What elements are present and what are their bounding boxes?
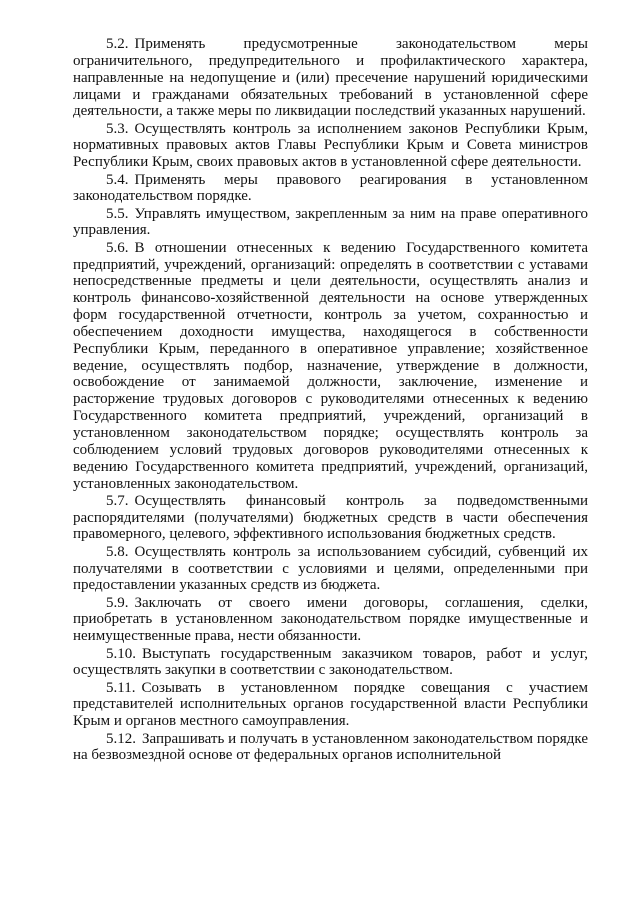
paragraph-5-6	[73, 240, 588, 493]
paragraph-text: Применять предусмотренные законодательством меры ограничительного, предупредительного и профилактического характера, направленные на недопущение и (или) пресечение нарушений юридическими лицами и гражданами обязательных требований в установленной сфере деятельности, а также меры по ликвидации последствий указанных нарушений.	[73, 36, 588, 120]
paragraph-number: 5.3.	[106, 120, 129, 137]
paragraph-5-9	[73, 595, 588, 646]
paragraph-text: В отношении отнесенных к ведению Государственного комитета предприятий, учреждений, организаций: определять в соответствии с уставами непосредственные предметы и цели деятельности, осуществлять анализ и контроль финансово-хозяйственной деятельности на основе утвержденных форм государственной отчетности, контроль за учетом, сохранностью и обеспечением доходности имущества, находящегося в собственности Республики Крым, переданного в оперативное управление; хозяйственное ведение, осуществлять подбор, назначение, утверждение в должности, освобождение от занимаемой должности, заключение, изменение и расторжение трудовых договоров с руководителями отнесенных к ведению Государственного комитета предприятий, учреждений, организаций в установленном законодательством порядке; осуществлять контроль за соблюдением условий трудовых договоров руководителями отнесенных к ведению Государственного комитета предприятий, учреждений, организаций, установленных законодательством.	[73, 239, 588, 492]
paragraph-number: 5.10.	[106, 645, 136, 662]
paragraph-text: Созывать в установленном порядке совещания с участием представителей исполнительных органов государственной власти Республики Крым и органов местного самоуправления.	[73, 679, 588, 730]
paragraph-text: Заключать от своего имени договоры, соглашения, сделки, приобретать в установленном законодательством порядке имущественные и неимущественные права, нести обязанности.	[73, 594, 588, 645]
document-body	[73, 36, 588, 764]
paragraph-number: 5.7.	[106, 492, 129, 509]
paragraph-text: Осуществлять контроль за использованием субсидий, субвенций их получателями в соответствии с условиями и целями, определенными при предоставлении указанных средств из бюджета.	[73, 543, 588, 594]
paragraph-5-3	[73, 121, 588, 172]
paragraph-text: Управлять имуществом, закрепленным за ним на праве оперативного управления.	[73, 205, 588, 239]
paragraph-text: Осуществлять контроль за исполнением законов Республики Крым, нормативных правовых актов Главы Республики Крым и Совета министров Республики Крым, своих правовых актов в установленной сфере деятельности.	[73, 120, 588, 171]
paragraph-5-11	[73, 680, 588, 731]
paragraph-5-7	[73, 493, 588, 544]
paragraph-5-4	[73, 172, 588, 206]
paragraph-5-10	[73, 646, 588, 680]
paragraph-number: 5.5.	[106, 205, 129, 222]
paragraph-text: Применять меры правового реагирования в установленном законодательством порядке.	[73, 171, 588, 205]
paragraph-number: 5.6.	[106, 239, 129, 256]
paragraph-number: 5.12.	[106, 730, 136, 747]
paragraph-text: Выступать государственным заказчиком товаров, работ и услуг, осуществлять закупки в соответствии с законодательством.	[73, 645, 588, 679]
paragraph-number: 5.9.	[106, 594, 129, 611]
paragraph-5-12	[73, 731, 588, 765]
paragraph-number: 5.8.	[106, 543, 129, 560]
paragraph-number: 5.2.	[106, 36, 129, 52]
paragraph-5-2	[73, 36, 588, 120]
paragraph-5-5	[73, 206, 588, 240]
paragraph-text: Запрашивать и получать в установленном законодательством порядке на безвозмездной основе от федеральных органов исполнительной	[73, 730, 588, 764]
paragraph-5-8	[73, 544, 588, 595]
paragraph-text: Осуществлять финансовый контроль за подведомственными распорядителями (получателями) бюджетных средств в части обеспечения правомерного, целевого, эффективного использования бюджетных средств.	[73, 492, 588, 543]
paragraph-number: 5.11.	[106, 679, 136, 696]
paragraph-number: 5.4.	[106, 171, 129, 188]
